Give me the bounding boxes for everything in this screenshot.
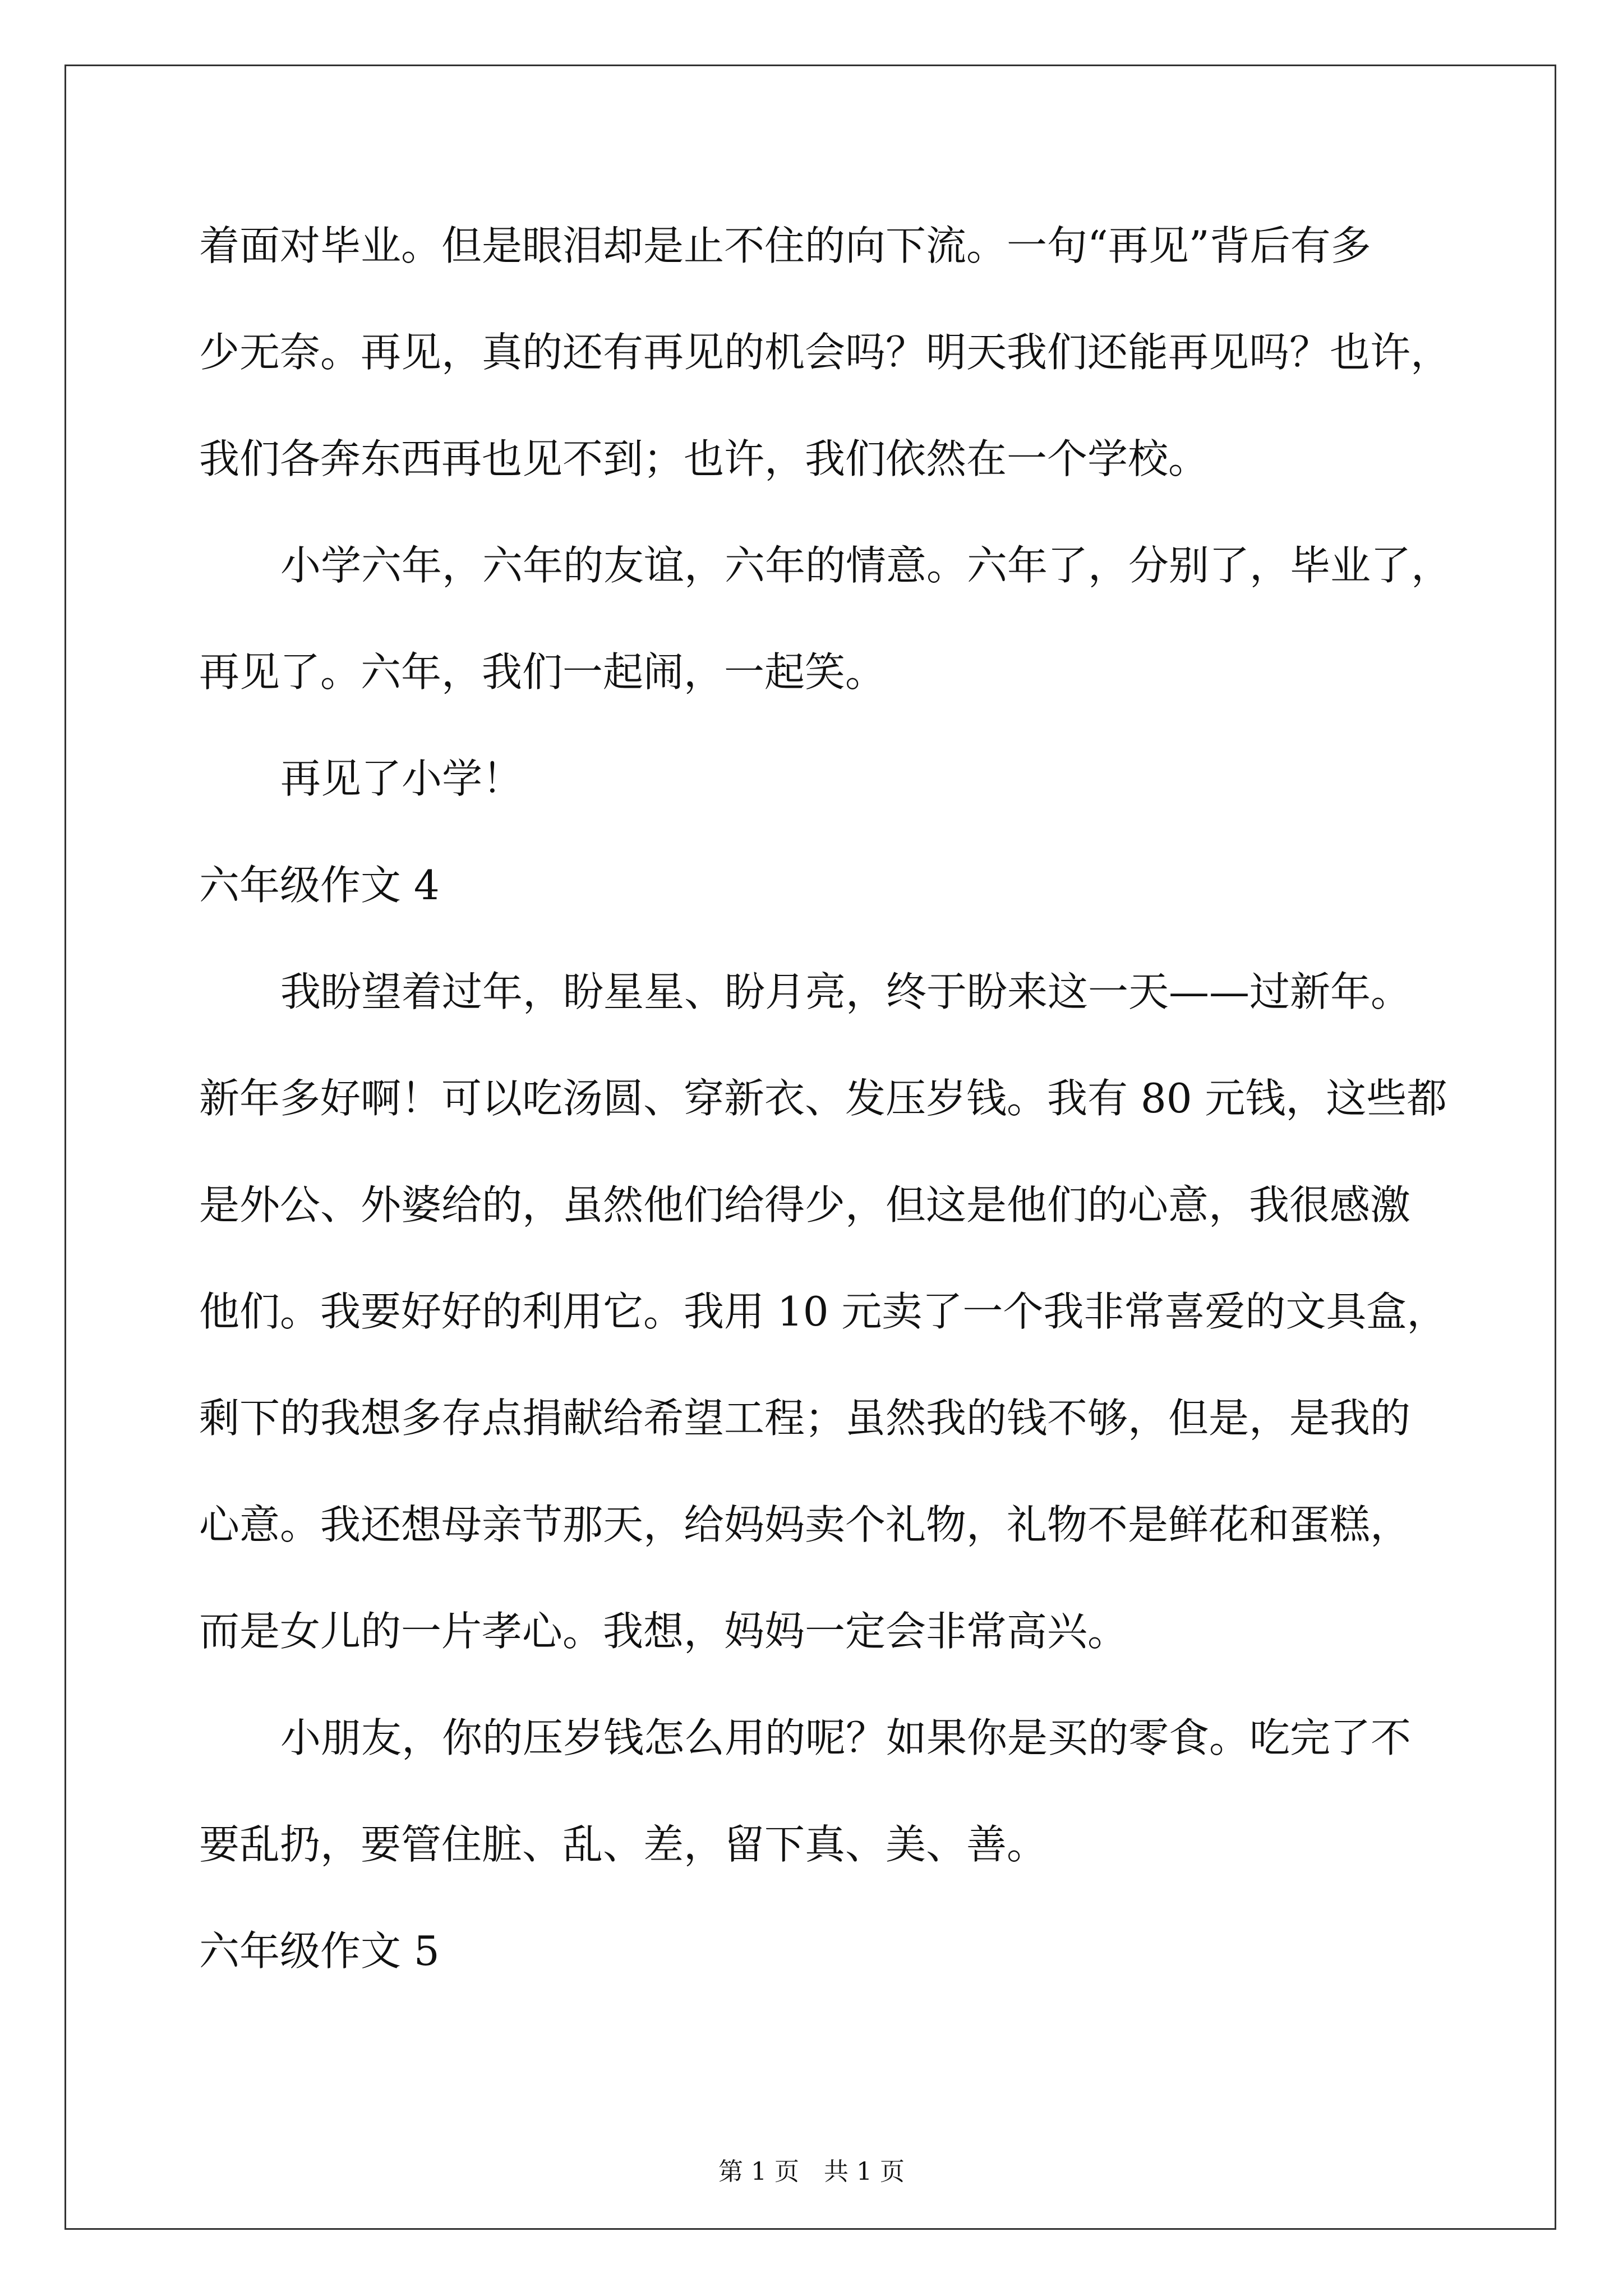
text-line: 心意。我还想母亲节那天，给妈妈卖个礼物，礼物不是鲜花和蛋糕， bbox=[199, 1501, 1411, 1548]
paragraph-start-line: 小学六年，六年的友谊，六年的情意。六年了，分别了，毕业了， bbox=[280, 542, 1452, 589]
text-line: 我们各奔东西再也见不到；也许，我们依然在一个学校。 bbox=[199, 435, 1209, 482]
paragraph-start-line: 小朋友，你的压岁钱怎么用的呢？如果你是买的零食。吃完了不 bbox=[280, 1714, 1412, 1761]
text-line: 要乱扔，要管住脏、乱、差，留下真、美、善。 bbox=[199, 1821, 1048, 1868]
page-border bbox=[64, 65, 1556, 2230]
text-line: 着面对毕业。但是眼泪却是止不住的向下流。一句“再见”背后有多 bbox=[199, 222, 1371, 269]
paragraph-start-line: 再见了小学！ bbox=[280, 755, 523, 802]
text-line: 新年多好啊！可以吃汤圆、穿新衣、发压岁钱。我有 80 元钱，这些都 bbox=[199, 1075, 1447, 1122]
text-line: 他们。我要好好的利用它。我用 10 元卖了一个我非常喜爱的文具盒， bbox=[199, 1288, 1447, 1335]
paragraph-start-line: 我盼望着过年，盼星星、盼月亮，终于盼来这一天——过新年。 bbox=[280, 968, 1412, 1015]
text-line: 再见了。六年，我们一起闹，一起笑。 bbox=[199, 648, 886, 696]
text-line: 是外公、外婆给的，虽然他们给得少，但这是他们的心意，我很感激 bbox=[199, 1181, 1411, 1228]
page-number-footer: 第 1 页 共 1 页 bbox=[718, 2157, 905, 2186]
text-line: 而是女儿的一片孝心。我想，妈妈一定会非常高兴。 bbox=[199, 1608, 1128, 1655]
section-heading: 六年级作文 4 bbox=[199, 862, 440, 909]
text-line: 剩下的我想多存点捐献给希望工程；虽然我的钱不够，但是，是我的 bbox=[199, 1395, 1411, 1442]
section-heading: 六年级作文 5 bbox=[199, 1927, 440, 1975]
text-line: 少无奈。再见，真的还有再见的机会吗？明天我们还能再见吗？也许， bbox=[199, 329, 1451, 376]
